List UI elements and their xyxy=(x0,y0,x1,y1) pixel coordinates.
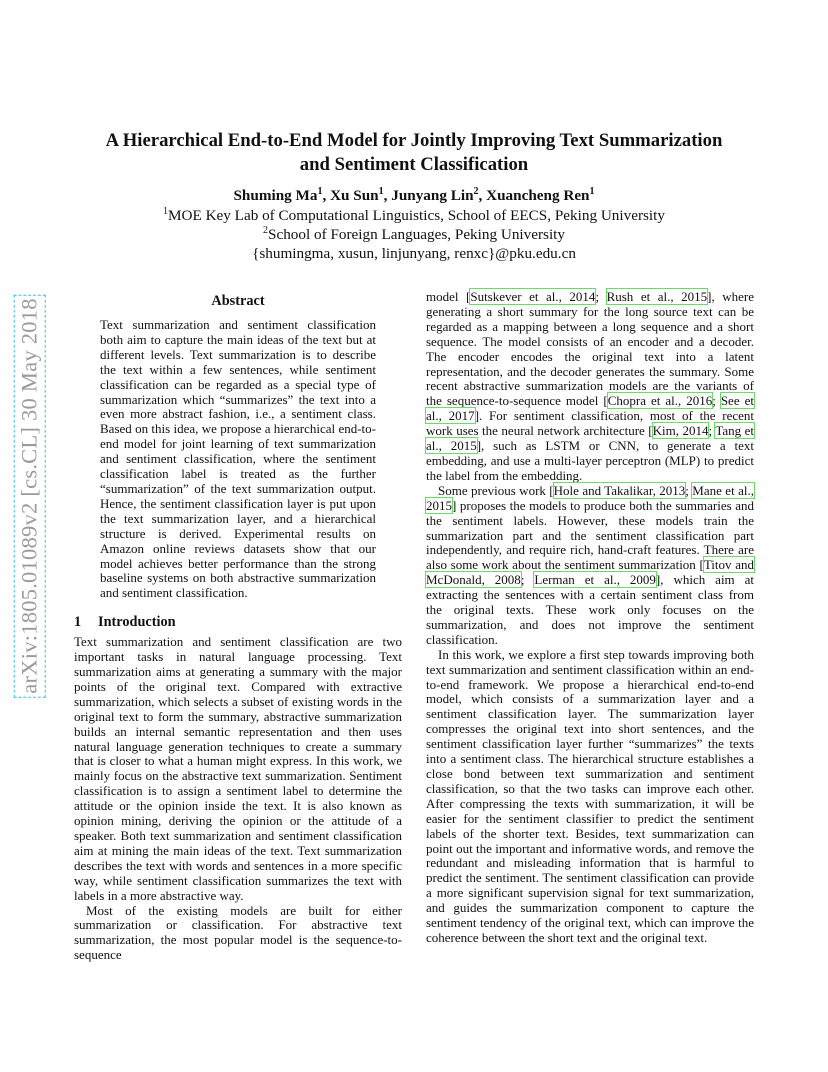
citation-link[interactable]: Mane et al., 2015 xyxy=(426,482,754,513)
text-run: ; xyxy=(712,393,721,409)
text-run: ], which aim at extracting the sentences with a certain sentiment class from the original texts. These work only focuses on the summarization, and does not improve the sentiment classification. xyxy=(426,572,754,647)
paragraph: In this work, we explore a first step towards improving both text summarization and sentiment classification within an end-to-end framework. We propose a hierarchical end-to-end model, which consists of a summarization layer and a sentiment classification layer. The summarization layer compresses the original text into short sentences, and the sentiment classification layer further “summarizes” the texts into a sentiment class. The hierarchical structure establishes a close bond between text summarization and sentiment classification, so that the two tasks can improve each other. After compressing the texts with summarization, it will be easier for the sentiment classifier to predict the sentiment labels of the shorter text. Besides, text summarization can point out the important and informative words, and remove the redundant and misleading information that is harmful to predict the sentiment. The sentiment classification can provide a more significant supervision signal for text summarization, and guides the summarization component to capture the sentiment tendency of the original text, which can improve the coherence between the short text and the original text. xyxy=(426,646,754,945)
affiliation xyxy=(80,206,748,225)
author-list: Shuming Ma$^1$, Xu Sun$^1$, Junyang Lin$^2$, Xuancheng Ren$^1$ xyxy=(233,186,595,204)
author-name: Junyang Lin xyxy=(391,187,474,204)
title-line-1: A Hierarchical End-to-End Model for Jointly Improving Text Summarization xyxy=(105,130,723,151)
paragraph: Most of the existing models are built for either summarization or classification. For abstractive text summarization, the most popular model is the sequence-to-sequence xyxy=(74,902,402,963)
citation-link[interactable]: Chopra et al., 2016 xyxy=(607,393,713,409)
section-number: 1 xyxy=(74,614,82,631)
text-run: ] proposes the models to produce both the summaries and the sentiment labels. However, these models train the summarization part and the sentiment classification part independently, and require rich, hand-craft features. There are also some work about the sentiment summarization [ xyxy=(426,497,754,573)
author-affiliation-mark: 2 xyxy=(473,186,479,197)
affiliation-text: School of Foreign Languages, Peking University xyxy=(268,226,565,243)
paragraph: Text summarization and sentiment classification are two important tasks in natural language processing. Text summarization aims at generating a summary with the major points of the original text. Compared with extractive summarization, which selects a subset of existing words in the original text to form the summary, abstractive summarization builds an internal semantic representation and then uses natural language generation techniques to create a summary that is closer to what a human might express. In this work, we mainly focus on the abstractive text summarization. Sentiment classification is to assign a sentiment label to determine the attitude or the opinion inside the text. It is also known as opinion mining, deriving the opinion or the attitude of a speaker. Both text summarization and sentiment classification aim at mining the main ideas of the text. Text summarization describes the text with words and sentences in a more specific way, while sentiment classification summarizes the text with labels in a more abstractive way. xyxy=(74,634,402,903)
text-run: ; xyxy=(595,289,607,304)
text-run: ; xyxy=(708,423,716,439)
paragraph xyxy=(426,484,754,648)
text-run: ; xyxy=(685,482,693,498)
text-run: Some previous work [ xyxy=(438,482,554,498)
right-column xyxy=(426,290,754,946)
paper-title xyxy=(80,129,748,177)
section-title: Introduction xyxy=(98,614,176,631)
affiliation-text: MOE Key Lab of Computational Linguistics, School of EECS, Peking University xyxy=(168,207,665,224)
author-affiliation-mark: 1 xyxy=(317,186,323,197)
citation-link[interactable]: Sutskever et al., 2014 xyxy=(470,289,596,304)
citation-link[interactable]: Tang et al., 2015 xyxy=(426,423,754,454)
author-email: {shumingma, xusun, linjunyang, renxc}@pku.edu.cn xyxy=(252,245,576,262)
affiliation-mark: 2 xyxy=(263,225,269,236)
citation-link[interactable]: Kim, 2014 xyxy=(652,423,709,439)
title-line-2: and Sentiment Classification xyxy=(299,154,529,175)
text-run: ]. For sentiment classification, most of the recent work uses the neural network architecture [ xyxy=(426,408,755,439)
text-run: ], where generating a short summary for the long source text can be regarded as a mapping between a long sequence and a short sequence. The model consists of an encoder and a decoder. The encoder encodes the original text into a latent representation, and the decoder generates the summary. Some recent abstractive summarization models are the variants of the sequence-to-sequence model [ xyxy=(426,289,754,409)
citation-link[interactable]: Lerman et al., 2009 xyxy=(534,572,656,588)
affiliation-mark: 1 xyxy=(163,206,169,217)
section-heading xyxy=(74,613,402,631)
abstract-heading: Abstract xyxy=(211,293,265,309)
author-affiliation-mark: 1 xyxy=(378,186,384,197)
citation-link[interactable]: See et al., 2017 xyxy=(426,393,754,424)
arxiv-stamp-text[interactable]: arXiv:1805.01089v2 [cs.CL] 30 May 2018 xyxy=(14,294,46,697)
arxiv-identifier-stamp[interactable] xyxy=(8,248,52,744)
author-name: Xuancheng Ren xyxy=(486,187,590,204)
text-run: model [ xyxy=(426,289,471,304)
affiliation xyxy=(80,225,748,244)
citation-link[interactable]: Titov and McDonald, 2008 xyxy=(426,557,754,588)
citation-link[interactable]: Rush et al., 2015 xyxy=(606,289,708,304)
author-affiliation-mark: 1 xyxy=(589,186,595,197)
author-name: Xu Sun xyxy=(330,187,379,204)
abstract-text: Text summarization and sentiment classification both aim to capture the main ideas of the text but at different levels. Text summarization is to describe the text within a few sentences, while sentiment classification can be regarded as a special type of summarization which “summarizes” the text into a even more abstract fashion, i.e., a sentiment class. Based on this idea, we propose a hierarchical end-to-end model for joint learning of text summarization and sentiment classification, where the sentiment classification label is treated as the further “summarization” of the text summarization output. Hence, the sentiment classification layer is put upon the text summarization layer, and a hierarchical structure is derived. Experimental results on Amazon online reviews datasets show that our model achieves better performance than the strong baseline systems on both abstractive summarization and sentiment classification. xyxy=(100,317,376,601)
citation-link[interactable]: Hole and Takalikar, 2013 xyxy=(553,482,686,498)
left-column xyxy=(74,290,402,963)
author-name: Shuming Ma xyxy=(233,187,318,204)
paragraph xyxy=(426,290,754,484)
text-run: ], such as LSTM or CNN, to generate a text embedding, and use a multi-layer perceptron (MLP) to predict the label from the embedding. xyxy=(426,438,754,483)
text-run: ; xyxy=(520,572,535,588)
